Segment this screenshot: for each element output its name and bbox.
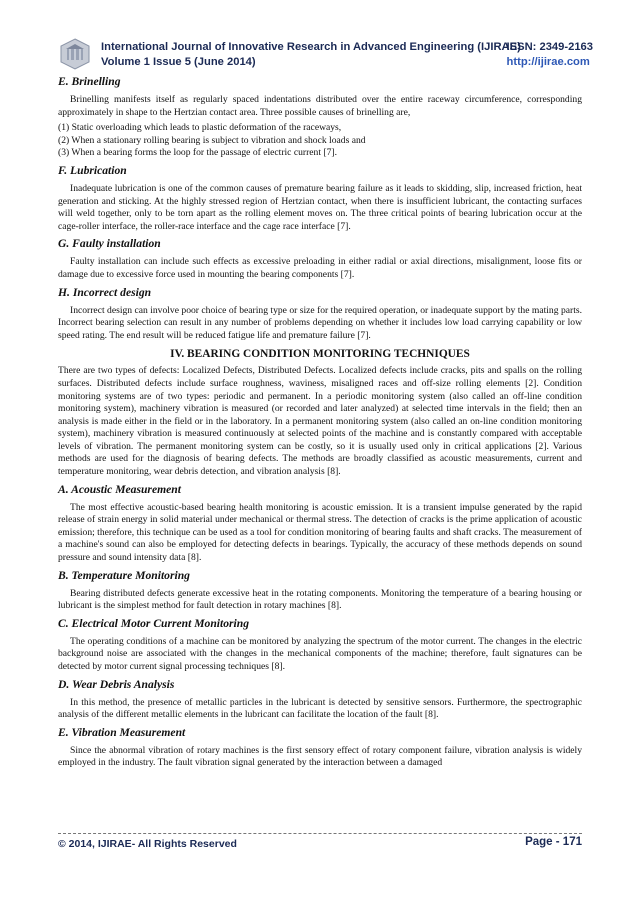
heading-condition-monitoring: IV. BEARING CONDITION MONITORING TECHNIQUES [170,348,470,361]
heading-faulty-installation: G. Faulty installation [58,237,161,251]
heading-motor-current: C. Electrical Motor Current Monitoring [58,616,250,630]
list-item: (1) Static overloading which leads to plastic deformation of the raceways, [58,122,342,134]
heading-lubrication: F. Lubrication [58,163,127,177]
heading-acoustic-measurement: A. Acoustic Measurement [58,482,181,496]
para-acoustic-measurement: The most effective acoustic-based bearing health monitoring is acoustic emission. It is a transient impulse generated by the rapid release of strain energy in solid material under mechanical or thermal stress. The detection of cracks is the prime application of acoustic emission; therefore, this technique can be used as a tool for condition monitoring of bearing faults and shaft cracks. The measurement of a machine's sound can also be employed for detecting defects in bearings. Typically, the accuracy of these methods depends on sound pressure and sound intensity data [8]. [58,501,582,564]
para-faulty-installation: Faulty installation can include such effects as excessive preloading in either radial or axial directions, misalignment, loose fits or damage due to excessive force used in mounting the bearing components [7]. [58,256,582,280]
para-incorrect-design: Incorrect design can involve poor choice of bearing type or size for the required operation, or inadequate support by the mating parts. Incorrect bearing selection can result in any number of problems depending on whether it includes low load carrying capability or low speed rating. The end result will be reduced fatigue life and premature failure [7]. [58,304,582,341]
heading-wear-debris: D. Wear Debris Analysis [58,677,175,691]
para-vibration-measurement: Since the abnormal vibration of rotary machines is the first sensory effect of rotary component failure, vibration analysis is widely employed in the industry. The fault vibration signal generated by the interaction between a damaged [58,744,582,769]
heading-brinelling: E. Brinelling [58,75,121,88]
page-header [58,37,593,75]
journal-url-link[interactable]: http://ijirae.com [506,56,590,68]
heading-temperature-monitoring: B. Temperature Monitoring [58,568,190,582]
journal-meta [507,40,593,70]
article-body [58,71,582,773]
para-brinelling: Brinelling manifests itself as regularly spaced indentations distributed over the entire raceway circumference, corresponding approximately in shape to the Hertzian contact area. Three possible causes of brinelling are, [58,94,582,118]
para-wear-debris: In this method, the presence of metallic particles in the lubricant is detected by sensitive sensors. Furthermore, the spectrographic analysis of the different metallic elements in the lubricant can facilitate the location of the fault [8]. [58,696,582,721]
list-item: (2) When a stationary rolling bearing is subject to vibration and shock loads and [58,134,366,146]
heading-incorrect-design: H. Incorrect design [58,285,152,299]
para-condition-monitoring: There are two types of defects: Localized Defects, Distributed Defects. Localized defects include cracks, pits and spalls on the rolling surfaces. Distributed defects include surface roughness, waviness, misaligned races and off-size rolling elements [2]. Condition monitoring systems are of two types: periodic and permanent. In a periodic monitoring system (also called an off-line condition monitoring system), machinery vibration is measured (or recorded and later analyzed) at selected time intervals in the field; then an analysis is made either in the field or in the laboratory. In a permanent monitoring system (also called an on-line condition monitoring system), machinery vibration is measured continuously at selected points of the machine and is constantly compared with acceptable levels of vibration. The permanent monitoring system can be costly, so it is usually used only in critical applications [2]. Various methods are used for the diagnosis of bearing defects. The methods are broadly classified as acoustic measurements, current and temperature monitoring, wear debris detection, and vibration analysis [8]. [58,365,582,478]
para-motor-current: The operating conditions of a machine can be monitored by analyzing the spectrum of the motor current. The changes in the electric background noise are associated with the changes in the mechanical components of the machine; therefore, fault signatures can be detected by motor current signal processing techniques [8]. [58,635,582,672]
footer-divider [58,833,582,834]
journal-info [101,40,521,70]
para-lubrication: Inadequate lubrication is one of the common causes of premature bearing failure as it leads to skidding, slip, increased friction, heat generation and sticking. At the highly stressed region of Hertzian contact, when there is insufficient lubricant, the contacting surfaces will weld together, only to be torn apart as the rolling element moves on. The three critical points of bearing lubrication occur at the cage-roller interface, the roller-race interface and the cage race interface [7]. [58,182,582,232]
footer-copyright: © 2014, IJIRAE- All Rights Reserved [58,838,237,850]
journal-logo-icon [58,37,92,71]
page-number: Page - 171 [525,836,582,848]
para-temperature-monitoring: Bearing distributed defects generate excessive heat in the rotating components. Monitoring the temperature of a bearing housing or lubricant is the simplest method for fault detection in rotary machines [8]. [58,587,582,612]
list-item: (3) When a bearing forms the loop for the passage of electric current [7]. [58,147,337,159]
journal-volume: Volume 1 Issue 5 (June 2014) [101,56,256,68]
heading-vibration-measurement: E. Vibration Measurement [58,725,186,739]
journal-title: International Journal of Innovative Research in Advanced Engineering (IJIRAE) [101,41,521,53]
journal-issn: ISSN: 2349-2163 [506,41,593,53]
